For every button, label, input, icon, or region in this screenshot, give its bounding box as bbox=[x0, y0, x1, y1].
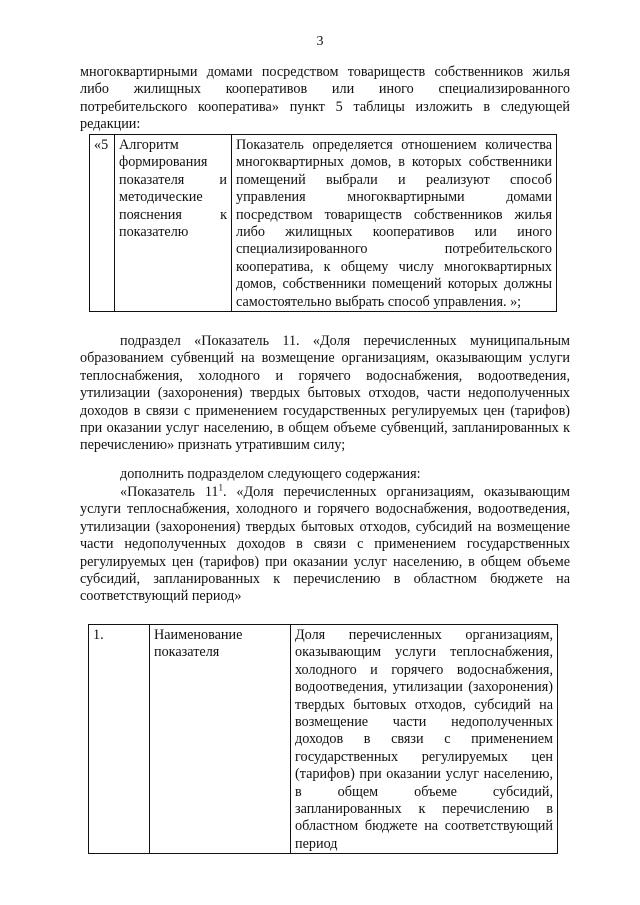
page-number: 3 bbox=[316, 34, 324, 49]
intro-paragraph: многоквартирными домами посредством товариществ собственников жилья либо жилищных кооперативов или иного специализированного потребительского кооператива» пункт 5 таблицы изложить в следующей редакции: bbox=[80, 64, 570, 133]
row-label: Алгоритм формирования показателя и методические пояснения к показателю bbox=[115, 135, 232, 312]
row-number: 1. bbox=[89, 625, 150, 854]
row-content: Доля перечисленных организациям, оказывающим услуги теплоснабжения, холодного и горячего водоснабжения, водоотведения, утилизации (захоронения) твердых бытовых отходов, субсидий на возмещение части недополученных доходов в связи с применением государственных регулируемых цен (тарифов) при оказании услуг населению, в общем объеме субсидий, запланированных к перечислению в областном бюджете на соответствующий период bbox=[291, 625, 558, 854]
row-content: Показатель определяется отношением количества многоквартирных домов, в которых собственники помещений выбрали и реализуют способ управления многоквартирными домами посредством товариществ собственников жилья либо жилищных кооперативов или иного специализированного потребительского кооператива, к общему числу многоквартирных домов, собственники помещений которых должны самостоятельно выбрать способ управления. »; bbox=[232, 135, 557, 312]
table-row bbox=[89, 625, 558, 854]
row-label: Наименование показателя bbox=[150, 625, 291, 854]
table-row bbox=[90, 135, 557, 312]
table-algorithm bbox=[89, 134, 557, 312]
indicator-text: . «Доля перечисленных организациям, оказывающим услуги теплоснабжения, холодного и горячего водоснабжения, водоотведения, утилизации (захоронения) твердых бытовых отходов, субсидий на возмещение части недополученных доходов в связи с применением государственных регулируемых цен (тарифов) при оказании услуг населению, в общем объеме субсидий, запланированных к перечислению в областном бюджете на соответствующий период» bbox=[80, 484, 570, 605]
subsection-paragraph: подраздел «Показатель 11. «Доля перечисленных муниципальным образованием субвенций на возмещение организациям, оказывающим услуги теплоснабжения, холодного и горячего водоснабжения, водоотведения, утилизации (захоронения) твердых бытовых отходов, части недополученных доходов в связи с применением государственных регулируемых цен (тарифов) при оказании услуг населению, в общем объеме субвенций, запланированных к перечислению» признать утратившим силу; bbox=[80, 333, 570, 454]
supplement-paragraph: дополнить подразделом следующего содержания: bbox=[120, 466, 421, 482]
indicator-prefix: «Показатель 11 bbox=[120, 484, 219, 500]
row-number: «5 bbox=[90, 135, 115, 312]
indicator-paragraph bbox=[80, 484, 570, 606]
indicator-superscript: 1 bbox=[218, 482, 223, 493]
table-indicator-name bbox=[88, 624, 558, 854]
